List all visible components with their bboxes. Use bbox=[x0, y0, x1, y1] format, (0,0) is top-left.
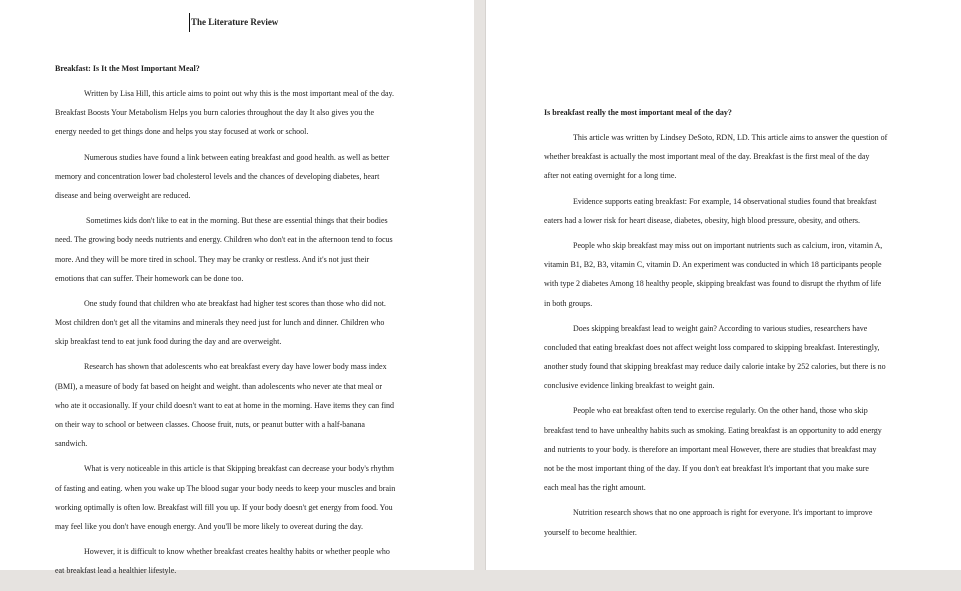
text-line: (BMI), a measure of body fat based on height and weight. than adolescents who never ate that meal or bbox=[55, 381, 383, 391]
text-line: after not eating overnight for a long time. bbox=[544, 171, 677, 181]
paragraph[interactable] bbox=[544, 132, 914, 190]
text-line: energy needed to get things done and helps you stay focused at work or school. bbox=[55, 127, 309, 137]
section-heading[interactable]: Is breakfast really the most important meal of the day? bbox=[544, 108, 732, 117]
paragraph[interactable] bbox=[544, 507, 914, 545]
text-line: disease and being overweight are reduced. bbox=[55, 190, 191, 200]
text-line: who ate it occasionally. If your child doesn't want to eat at home in the morning. Have items they can find bbox=[55, 400, 395, 410]
text-line: What is very noticeable in this article is that Skipping breakfast can decrease your body's rhythm bbox=[84, 464, 395, 474]
section-heading[interactable]: Breakfast: Is It the Most Important Meal? bbox=[55, 64, 200, 73]
paragraph[interactable] bbox=[544, 405, 914, 501]
document-title[interactable]: The Literature Review bbox=[191, 17, 279, 27]
text-line: concluded that eating breakfast does not affect weight loss compared to skipping breakfast. Interestingly, bbox=[544, 342, 880, 352]
text-line: each meal has the right amount. bbox=[544, 483, 646, 493]
paragraph[interactable] bbox=[55, 152, 455, 210]
paragraph[interactable] bbox=[544, 196, 914, 234]
page-1-body[interactable] bbox=[55, 63, 455, 591]
text-line: more. And they will be more tired in school. They may be cranky or restless. And it's not just their bbox=[55, 254, 370, 264]
text-line: another study found that skipping breakfast may reduce daily calorie intake by 252 calories, but there is no bbox=[544, 362, 886, 372]
text-line: Breakfast Boosts Your Metabolism Helps you burn calories throughout the day It also gives you the bbox=[55, 108, 375, 118]
text-line: This article was written by Lindsey DeSoto, RDN, LD. This article aims to answer the question of bbox=[573, 133, 888, 142]
text-line: Does skipping breakfast lead to weight gain? According to various studies, researchers have bbox=[573, 323, 868, 333]
text-cursor bbox=[189, 13, 190, 32]
text-line: in both groups. bbox=[544, 298, 593, 308]
text-line: yourself to become healthier. bbox=[544, 527, 637, 537]
text-line: Written by Lisa Hill, this article aims to point out why this is the most important meal of the day. bbox=[84, 89, 394, 98]
text-line: whether breakfast is actually the most important meal of the day. Breakfast is the first meal of the day bbox=[544, 152, 870, 162]
text-line: breakfast tend to have unhealthy habits such as smoking. Eating breakfast is an opportunity to add energy bbox=[544, 425, 882, 435]
document-page-1[interactable] bbox=[0, 0, 474, 576]
text-line: Sometimes kids don't like to eat in the morning. But these are essential things that their bodies bbox=[84, 216, 388, 226]
text-line: Nutrition research shows that no one approach is right for everyone. It's important to improve bbox=[573, 508, 873, 518]
text-line: People who eat breakfast often tend to exercise regularly. On the other hand, those who skip bbox=[573, 406, 868, 416]
paragraph[interactable] bbox=[55, 88, 455, 146]
paragraph[interactable] bbox=[55, 215, 455, 292]
text-line: may feel like you don't have enough energy. And you'll be more likely to overeat during the day. bbox=[55, 521, 364, 531]
text-line: eaters had a lower risk for heart disease, diabetes, obesity, high blood pressure, obesity, and others. bbox=[544, 215, 860, 225]
text-line: However, it is difficult to know whether breakfast creates healthy habits or whether people who bbox=[84, 547, 390, 557]
text-line: memory and concentration lower bad cholesterol levels and the chances of developing diabetes, heart bbox=[55, 171, 380, 181]
text-line: sandwich. bbox=[55, 439, 88, 449]
text-line: vitamin B1, B2, B3, vitamin C, vitamin D. An experiment was conducted in which 18 participants people bbox=[544, 260, 882, 270]
paragraph[interactable] bbox=[55, 361, 455, 457]
text-line: Numerous studies have found a link between eating breakfast and good health. as well as better bbox=[84, 152, 390, 162]
text-line: need. The growing body needs nutrients and energy. Children who don't eat in the afternoon tend to focus bbox=[55, 235, 393, 245]
text-line: skip breakfast tend to eat junk food during the day and are overweight. bbox=[55, 337, 282, 347]
text-line: People who skip breakfast may miss out on important nutrients such as calcium, iron, vitamin A, bbox=[573, 240, 883, 250]
text-line: emotions that can suffer. Their homework can be done too. bbox=[55, 273, 244, 283]
paragraph[interactable] bbox=[544, 323, 914, 400]
text-line: of fasting and eating. when you wake up The blood sugar your body needs to keep your muscles and brain bbox=[55, 483, 396, 493]
text-line: not be the most important thing of the day. If you don't eat breakfast It's important that you make sure bbox=[544, 464, 869, 473]
document-page-2[interactable] bbox=[485, 0, 961, 570]
text-line: Evidence supports eating breakfast: For example, 14 observational studies found that breakfast bbox=[573, 196, 877, 206]
text-line: conclusive evidence linking breakfast to weight gain. bbox=[544, 381, 715, 391]
paragraph[interactable] bbox=[55, 298, 455, 356]
text-line: Research has shown that adolescents who eat breakfast every day have lower body mass index bbox=[84, 362, 387, 372]
text-line: working optimally is often low. Breakfast will fill you up. If your body doesn't get energy from food. You bbox=[55, 502, 393, 512]
text-line: One study found that children who ate breakfast had higher test scores than those who did not. bbox=[84, 298, 386, 308]
paragraph[interactable] bbox=[55, 463, 455, 540]
paragraph[interactable] bbox=[55, 546, 455, 584]
text-line: eat breakfast lead a healthier lifestyle. bbox=[55, 566, 177, 576]
text-line: Most children don't get all the vitamins and minerals they need just for lunch and dinner. Children who bbox=[55, 318, 385, 328]
text-line: on their way to school or between classes. Choose fruit, nuts, or peanut butter with a half-banana bbox=[55, 420, 365, 429]
page-2-body[interactable] bbox=[544, 107, 914, 552]
paragraph[interactable] bbox=[544, 240, 914, 317]
text-line: with type 2 diabetes Among 18 healthy people, skipping breakfast was found to disrupt the rhythm of life bbox=[544, 279, 882, 289]
text-line: and nutrients to your body. is therefore an important meal However, there are studies that breakfast may bbox=[544, 444, 877, 454]
